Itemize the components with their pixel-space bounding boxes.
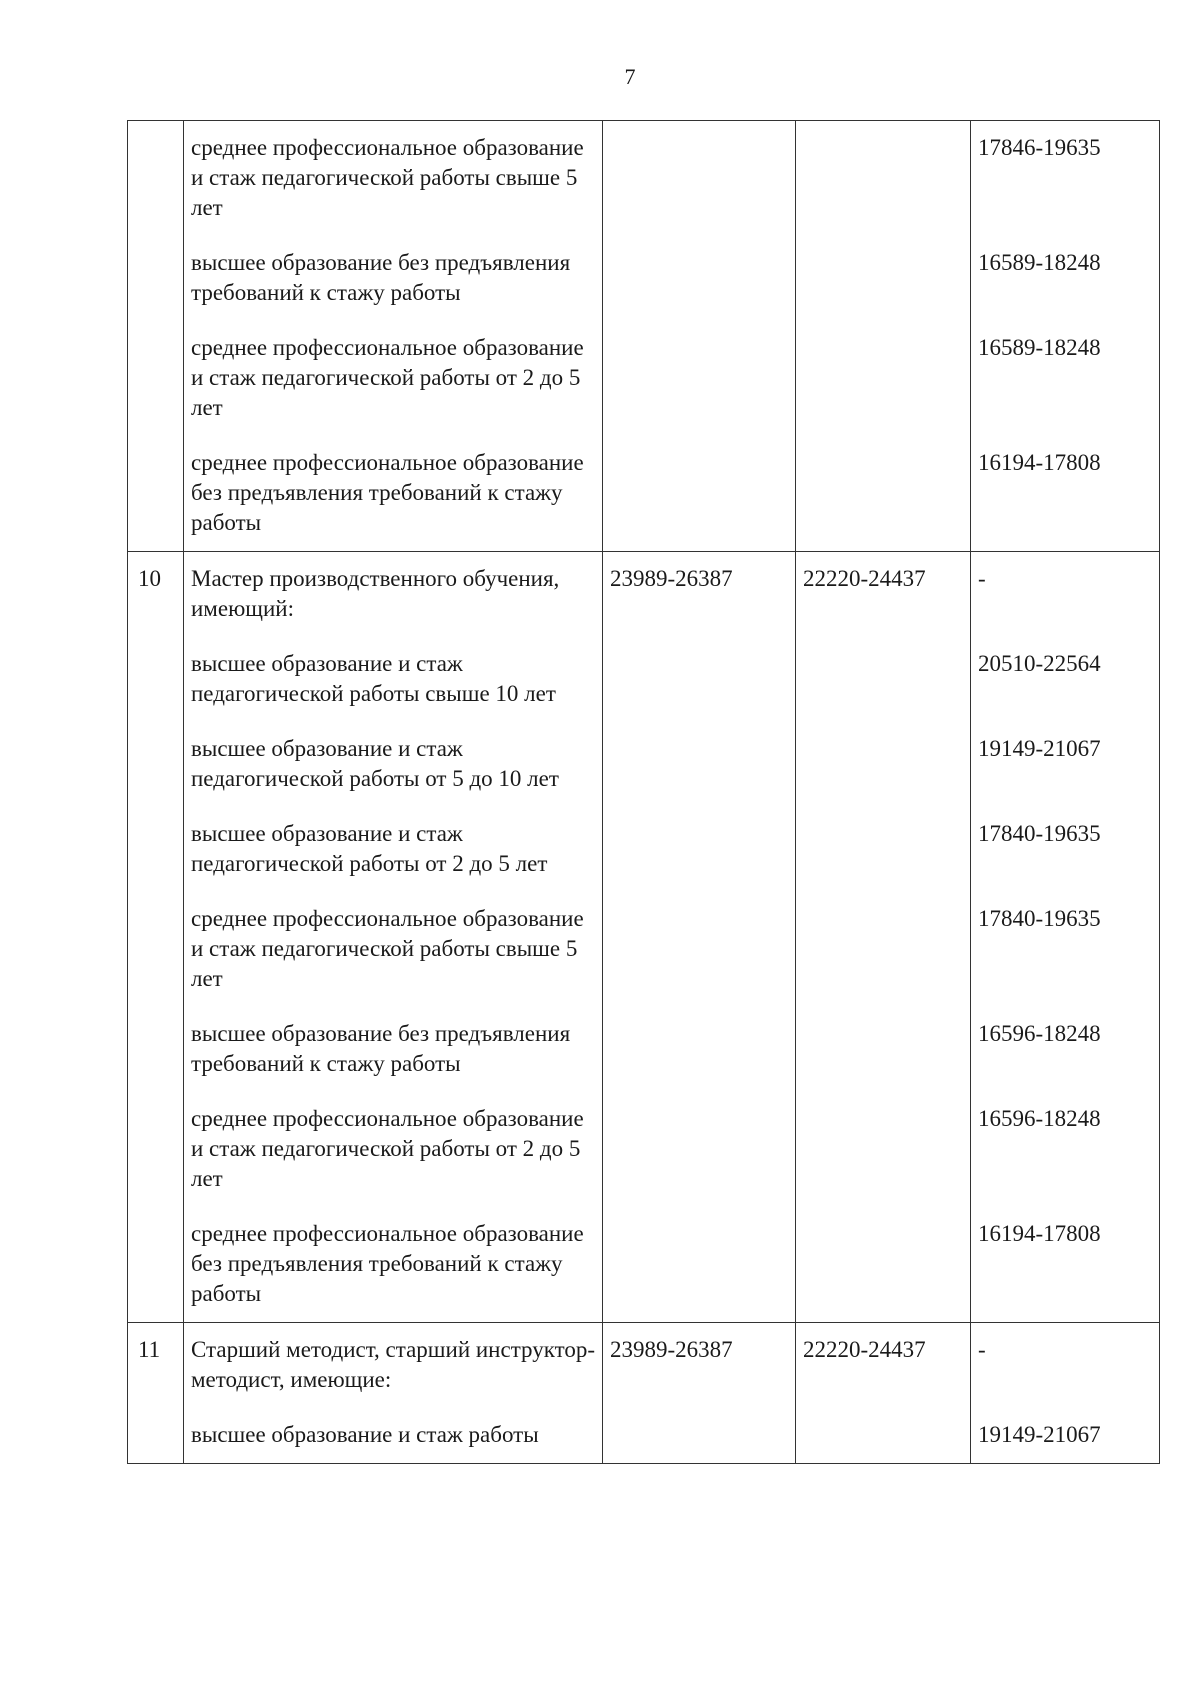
row-description: среднее профессиональное образование и стаж педагогической работы от 2 до 5 лет [184,1092,603,1207]
row-number [128,807,184,892]
row-value-2 [796,1007,971,1092]
row-value-2: 22220-24437 [796,1323,971,1409]
table-row [128,321,1160,436]
row-number [128,236,184,321]
row-value-3: 16194-17808 [971,436,1160,552]
table-row [128,121,1160,237]
row-number [128,436,184,552]
table-row [128,1408,1160,1464]
row-value-3: 17846-19635 [971,121,1160,237]
row-value-1 [603,436,796,552]
row-value-3: 16589-18248 [971,321,1160,436]
row-value-2 [796,637,971,722]
row-number [128,321,184,436]
row-description: среднее профессиональное образование и стаж педагогической работы свыше 5 лет [184,121,603,237]
row-value-1 [603,1207,796,1323]
row-description: Мастер производственного обучения, имеющий: [184,552,603,638]
table-row [128,1092,1160,1207]
table-row [128,637,1160,722]
table-row [128,236,1160,321]
row-value-2 [796,121,971,237]
table-row [128,1323,1160,1409]
row-description: среднее профессиональное образование без предъявления требований к стажу работы [184,1207,603,1323]
row-value-3: - [971,552,1160,638]
row-value-1 [603,121,796,237]
row-number [128,1408,184,1464]
row-number [128,637,184,722]
table-row [128,892,1160,1007]
table-row [128,1007,1160,1092]
row-value-2 [796,807,971,892]
row-value-2: 22220-24437 [796,552,971,638]
row-number: 11 [128,1323,184,1409]
salary-table [127,120,1160,1464]
table-row [128,436,1160,552]
row-number [128,1092,184,1207]
row-description: высшее образование без предъявления требований к стажу работы [184,236,603,321]
row-value-3: 16596-18248 [971,1007,1160,1092]
row-value-2 [796,321,971,436]
row-value-1 [603,722,796,807]
row-value-3: 16589-18248 [971,236,1160,321]
row-value-1 [603,1007,796,1092]
row-value-1: 23989-26387 [603,552,796,638]
row-value-1: 23989-26387 [603,1323,796,1409]
row-description: высшее образование и стаж работы [184,1408,603,1464]
row-value-3: 20510-22564 [971,637,1160,722]
table-row [128,722,1160,807]
row-description: высшее образование и стаж педагогической работы от 5 до 10 лет [184,722,603,807]
row-description: высшее образование без предъявления требований к стажу работы [184,1007,603,1092]
row-description: Старший методист, старший инструктор-методист, имеющие: [184,1323,603,1409]
row-value-3: 19149-21067 [971,1408,1160,1464]
row-value-1 [603,1092,796,1207]
row-value-1 [603,1408,796,1464]
row-description: высшее образование и стаж педагогической работы свыше 10 лет [184,637,603,722]
row-description: среднее профессиональное образование и стаж педагогической работы от 2 до 5 лет [184,321,603,436]
row-value-2 [796,236,971,321]
row-value-1 [603,637,796,722]
row-value-1 [603,892,796,1007]
row-number: 10 [128,552,184,638]
row-value-2 [796,436,971,552]
page-number: 7 [624,64,636,89]
row-value-1 [603,321,796,436]
row-value-2 [796,1408,971,1464]
row-description: высшее образование и стаж педагогической работы от 2 до 5 лет [184,807,603,892]
table-row [128,552,1160,638]
row-description: среднее профессиональное образование и стаж педагогической работы свыше 5 лет [184,892,603,1007]
row-value-3: - [971,1323,1160,1409]
row-value-2 [796,892,971,1007]
row-description: среднее профессиональное образование без предъявления требований к стажу работы [184,436,603,552]
row-number [128,1207,184,1323]
row-value-2 [796,722,971,807]
row-number [128,892,184,1007]
row-value-3: 17840-19635 [971,892,1160,1007]
row-value-3: 17840-19635 [971,807,1160,892]
row-value-1 [603,236,796,321]
row-number [128,722,184,807]
row-value-3: 19149-21067 [971,722,1160,807]
row-number [128,1007,184,1092]
row-value-1 [603,807,796,892]
row-value-3: 16596-18248 [971,1092,1160,1207]
table-row [128,1207,1160,1323]
row-value-2 [796,1207,971,1323]
row-number [128,121,184,237]
row-value-3: 16194-17808 [971,1207,1160,1323]
table-row [128,807,1160,892]
row-value-2 [796,1092,971,1207]
